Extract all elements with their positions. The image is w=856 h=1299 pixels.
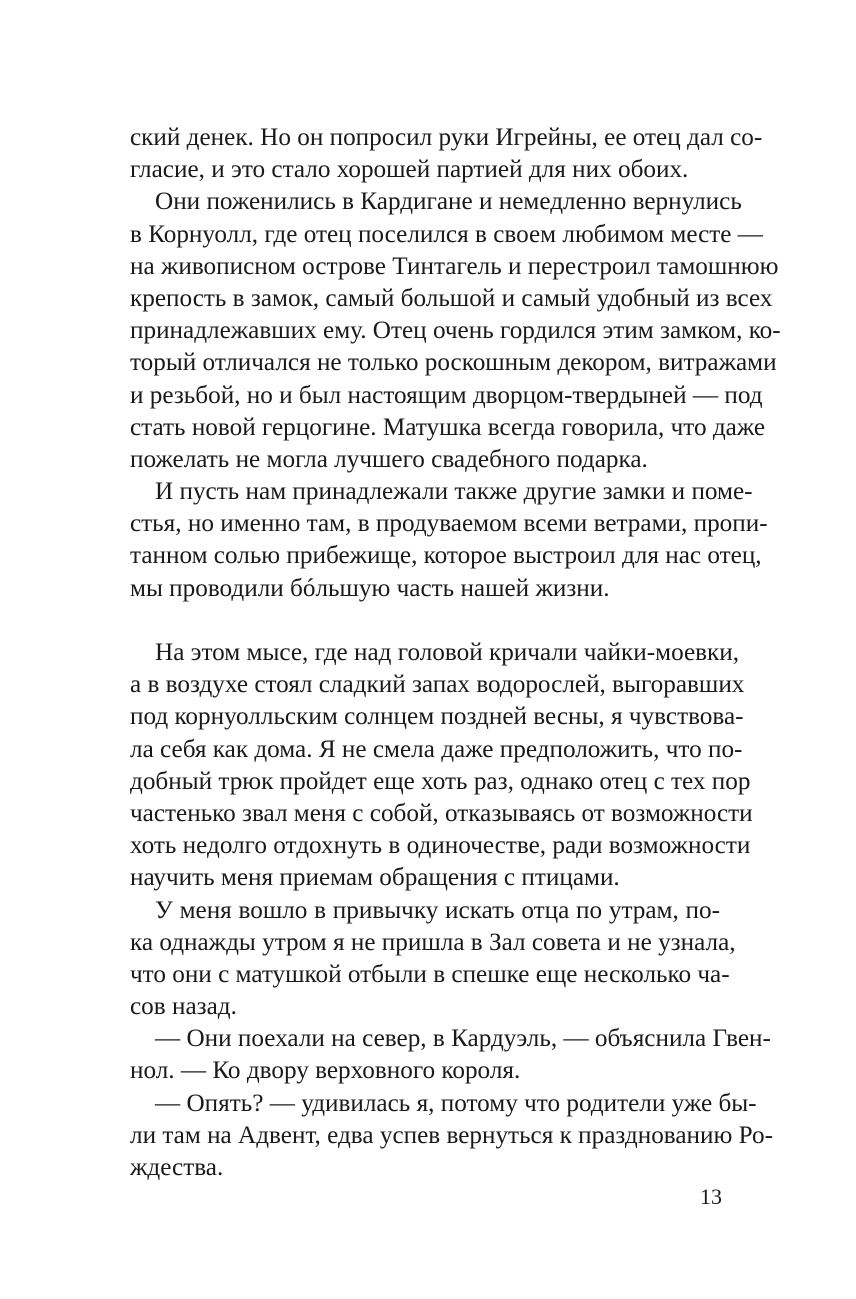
text-line: И пусть нам принадлежали также другие замки и поме- bbox=[155, 478, 753, 506]
text-line: принадлежавших ему. Отец очень гордился этим замком, ко- bbox=[130, 317, 781, 345]
text-line: ла себя как дома. Я не смела даже предположить, что по- bbox=[130, 735, 743, 763]
paragraph bbox=[130, 1088, 773, 1185]
paragraph bbox=[130, 895, 736, 1024]
text-line: частенько звал меня с собой, отказываясь от возможности bbox=[130, 799, 753, 827]
body-text bbox=[130, 122, 781, 1184]
text-line: сов назад. bbox=[130, 993, 237, 1021]
text-line: стья, но именно там, в продуваемом всеми ветрами, пропи- bbox=[130, 510, 768, 538]
text-line: в Корнуолл, где отец поселился в своем любимом месте — bbox=[130, 220, 763, 248]
text-line: хоть недолго отдохнуть в одиночестве, ради возможности bbox=[130, 832, 751, 860]
text-line: а в воздухе стоял сладкий запах водорослей, выгоравших bbox=[130, 671, 745, 699]
text-line: стать новой герцогине. Матушка всегда говорила, что даже bbox=[130, 413, 766, 441]
text-line: гласие, и это стало хорошей партией для них обоих. bbox=[130, 156, 689, 184]
paragraph bbox=[130, 637, 753, 895]
page-number: 13 bbox=[700, 1184, 722, 1209]
text-line: научить меня приемам обращения с птицами. bbox=[130, 864, 620, 892]
text-line: на живописном острове Тинтагель и перестроил тамошнюю bbox=[130, 252, 779, 280]
text-line: На этом мысе, где над головой кричали чайки-моевки, bbox=[155, 639, 740, 666]
text-line: крепость в замок, самый большой и самый удобный из всех bbox=[130, 284, 773, 312]
text-line: и резьбой, но и был настоящим дворцом-твердыней — под bbox=[130, 381, 763, 409]
text-line: ждества. bbox=[130, 1154, 224, 1181]
paragraph bbox=[130, 1023, 771, 1087]
text-line: — Опять? — удивилась я, потому что родители уже бы- bbox=[155, 1089, 757, 1117]
text-line: что они с матушкой отбыли в спешке еще несколько ча- bbox=[130, 960, 730, 988]
text-line: — Они поехали на север, в Кардуэль, — объяснила Гвен- bbox=[155, 1025, 771, 1053]
text-line: торый отличался не только роскошным декором, витражами bbox=[130, 349, 777, 377]
section-gap bbox=[130, 605, 720, 637]
text-line: Они поженились в Кардигане и немедленно вернулись bbox=[155, 188, 742, 216]
paragraph bbox=[130, 476, 768, 605]
text-line: под корнуолльским солнцем поздней весны, я чувствова- bbox=[130, 703, 744, 731]
text-line: ка однажды утром я не пришла в Зал совета и не узнала, bbox=[130, 928, 736, 956]
text-line: мы проводили бóльшую часть нашей жизни. bbox=[130, 574, 610, 602]
text-line: ли там на Адвент, едва успев вернуться к празднованию Ро- bbox=[130, 1121, 773, 1149]
text-line: добный трюк пройдет еще хоть раз, однако отец с тех пор bbox=[130, 767, 751, 795]
text-line: пожелать не могла лучшего свадебного подарка. bbox=[130, 445, 648, 473]
text-line: танном солью прибежище, которое выстроил для нас отец, bbox=[130, 542, 762, 570]
paragraph bbox=[130, 122, 763, 186]
text-line: У меня вошло в привычку искать отца по утрам, по- bbox=[155, 896, 720, 924]
text-line: нол. — Ко двору верховного короля. bbox=[130, 1057, 521, 1085]
paragraph bbox=[130, 186, 781, 476]
text-line: ский денек. Но он попросил руки Игрейны, ее отец дал со- bbox=[130, 124, 763, 151]
